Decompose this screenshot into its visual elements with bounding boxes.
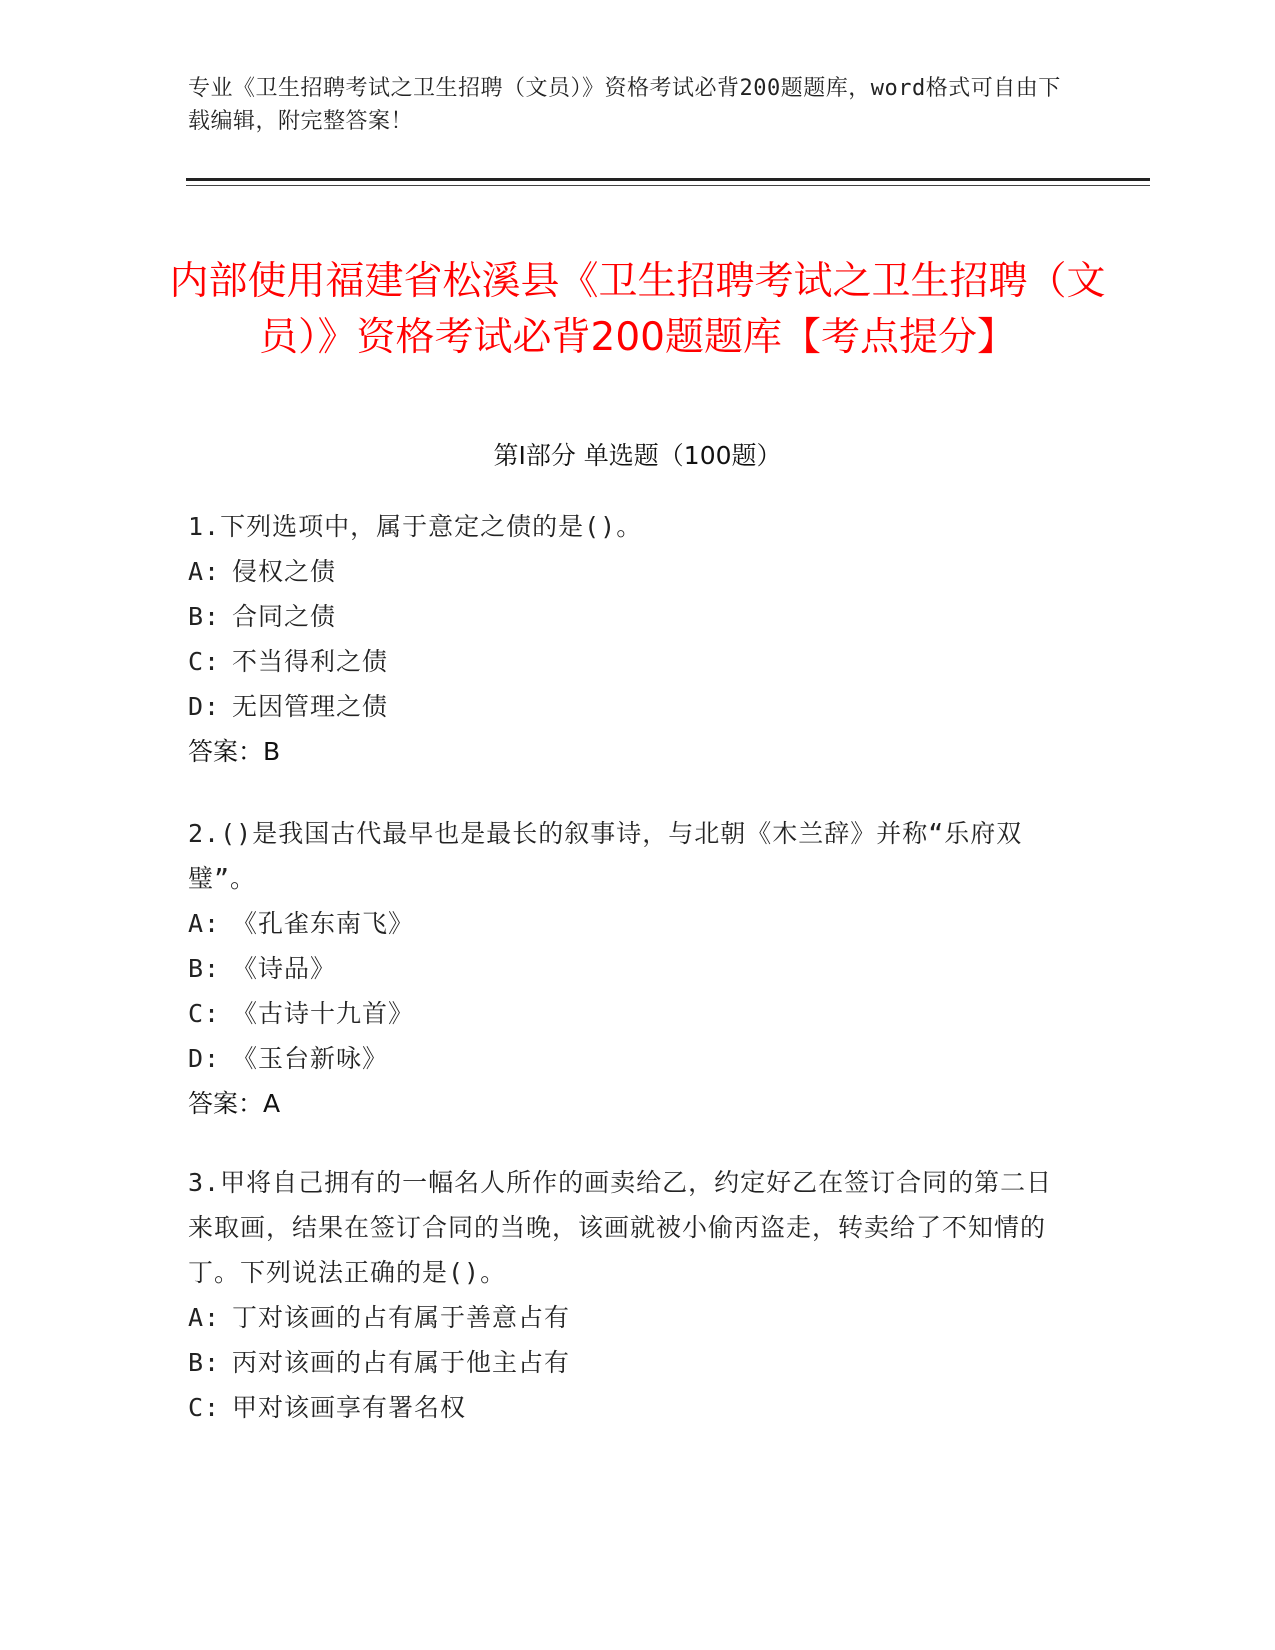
answer-label: 答案：A [188,1089,281,1118]
option-key: B: [188,602,221,631]
option-text: 侵权之债 [232,557,337,586]
question-1 [188,504,1068,774]
option-key: A: [188,557,221,586]
question-text: 1.下列选项中，属于意定之债的是()。 [188,512,643,541]
question-text: 3.甲将自己拥有的一幅名人所作的画卖给乙，约定好乙在签订合同的第二日来取画，结果在签订合同的当晚，该画就被小偷丙盗走，转卖给了不知情的丁。下列说法正确的是()。 [188,1168,1053,1287]
option-text: 《玉台新咏》 [232,1044,389,1073]
option-text: 甲对该画享有署名权 [232,1393,467,1422]
option-text: 不当得利之债 [232,647,389,676]
option-key: A: [188,1303,221,1332]
option-a [188,901,1068,946]
question-text: 2.()是我国古代最早也是最长的叙事诗，与北朝《木兰辞》并称“乐府双璧”。 [188,819,1023,893]
header-note: 专业《卫生招聘考试之卫生招聘（文员）》资格考试必背200题题库，word格式可自由下载编辑，附完整答案！ [188,76,1061,134]
option-text: 丁对该画的占有属于善意占有 [232,1303,571,1332]
option-c [188,639,1068,684]
option-c [188,1385,1068,1430]
answer-label: 答案：B [188,737,281,766]
option-text: 丙对该画的占有属于他主占有 [232,1348,571,1377]
section-heading: 第I部分 单选题（100题） [493,441,782,470]
header-divider-thick [186,178,1150,181]
option-text: 《孔雀东南飞》 [232,909,415,938]
option-b [188,946,1068,991]
option-key: C: [188,647,221,676]
option-text: 《诗品》 [232,954,337,983]
option-b [188,594,1068,639]
option-text: 无因管理之债 [232,692,389,721]
option-key: B: [188,1348,221,1377]
document-title: 内部使用福建省松溪县《卫生招聘考试之卫生招聘（文员）》资格考试必背200题题库【考点提分】 [169,259,1106,361]
option-text: 合同之债 [232,602,337,631]
option-a [188,1295,1068,1340]
option-a [188,549,1068,594]
question-2 [188,811,1068,1126]
option-key: A: [188,909,221,938]
option-b [188,1340,1068,1385]
option-key: C: [188,1393,221,1422]
option-c [188,991,1068,1036]
option-d [188,1036,1068,1081]
option-key: D: [188,692,221,721]
question-3 [188,1160,1068,1430]
option-text: 《古诗十九首》 [232,999,415,1028]
option-key: D: [188,1044,221,1073]
option-d [188,684,1068,729]
header-divider-thin [186,185,1150,186]
option-key: B: [188,954,221,983]
option-key: C: [188,999,221,1028]
